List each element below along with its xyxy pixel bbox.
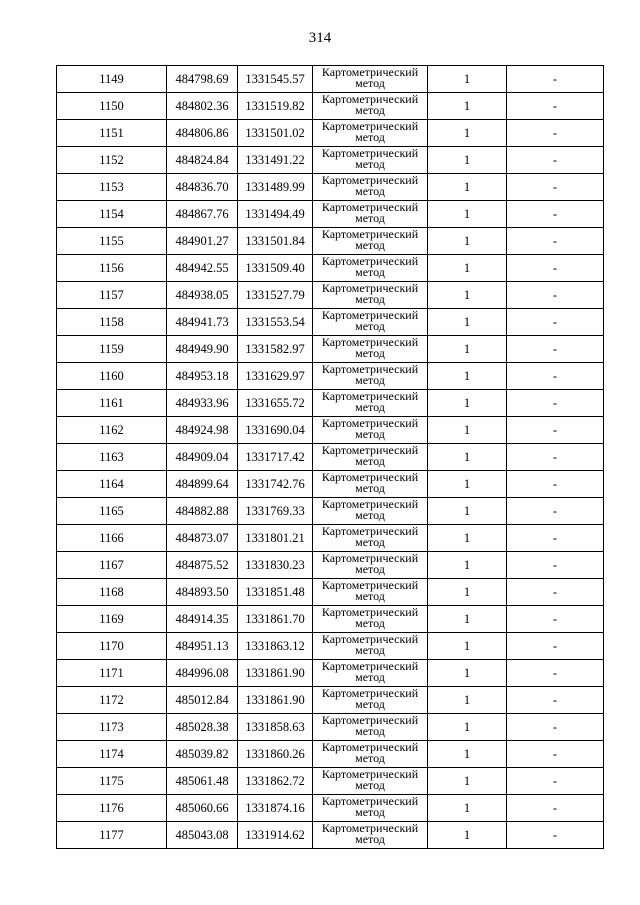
empty-value-cell: - [507,741,604,768]
point-number-cell: 1153 [57,174,167,201]
method-cell [313,606,428,633]
method-label: Картометрический метод [321,282,419,306]
method-cell [313,228,428,255]
quantity-cell: 1 [428,660,507,687]
quantity-cell: 1 [428,255,507,282]
point-number-cell: 1171 [57,660,167,687]
quantity-cell: 1 [428,444,507,471]
method-cell [313,579,428,606]
method-cell [313,471,428,498]
empty-value-cell: - [507,93,604,120]
table-row [57,309,604,336]
quantity-cell: 1 [428,174,507,201]
method-cell [313,66,428,93]
point-number-cell: 1167 [57,552,167,579]
method-label: Картометрический метод [321,768,419,792]
empty-value-cell: - [507,633,604,660]
point-number-cell: 1176 [57,795,167,822]
point-number-cell: 1170 [57,633,167,660]
quantity-cell: 1 [428,417,507,444]
point-number-cell: 1164 [57,471,167,498]
table-row [57,444,604,471]
method-cell [313,498,428,525]
point-number-cell: 1168 [57,579,167,606]
x-coordinate-cell: 484798.69 [167,66,238,93]
table-row [57,498,604,525]
empty-value-cell: - [507,66,604,93]
method-label: Картометрический метод [321,822,419,846]
table-row [57,201,604,228]
point-number-cell: 1158 [57,309,167,336]
y-coordinate-cell: 1331769.33 [238,498,313,525]
y-coordinate-cell: 1331489.99 [238,174,313,201]
quantity-cell: 1 [428,66,507,93]
method-label: Картометрический метод [321,795,419,819]
point-number-cell: 1155 [57,228,167,255]
point-number-cell: 1160 [57,363,167,390]
table-row [57,660,604,687]
table-row [57,795,604,822]
y-coordinate-cell: 1331519.82 [238,93,313,120]
quantity-cell: 1 [428,579,507,606]
method-cell [313,417,428,444]
quantity-cell: 1 [428,282,507,309]
method-label: Картометрический метод [321,390,419,414]
y-coordinate-cell: 1331582.97 [238,336,313,363]
y-coordinate-cell: 1331862.72 [238,768,313,795]
y-coordinate-cell: 1331851.48 [238,579,313,606]
quantity-cell: 1 [428,525,507,552]
table-row [57,687,604,714]
quantity-cell: 1 [428,795,507,822]
method-label: Картометрический метод [321,606,419,630]
x-coordinate-cell: 484938.05 [167,282,238,309]
y-coordinate-cell: 1331861.90 [238,660,313,687]
y-coordinate-cell: 1331861.70 [238,606,313,633]
point-number-cell: 1152 [57,147,167,174]
table-row [57,66,604,93]
page-number: 314 [308,30,332,46]
empty-value-cell: - [507,444,604,471]
quantity-cell: 1 [428,309,507,336]
point-number-cell: 1174 [57,741,167,768]
point-number-cell: 1163 [57,444,167,471]
x-coordinate-cell: 484941.73 [167,309,238,336]
method-cell [313,93,428,120]
point-number-cell: 1169 [57,606,167,633]
x-coordinate-cell: 484836.70 [167,174,238,201]
x-coordinate-cell: 484949.90 [167,336,238,363]
quantity-cell: 1 [428,93,507,120]
method-cell [313,552,428,579]
point-number-cell: 1150 [57,93,167,120]
x-coordinate-cell: 484924.98 [167,417,238,444]
point-number-cell: 1173 [57,714,167,741]
quantity-cell: 1 [428,471,507,498]
empty-value-cell: - [507,822,604,849]
empty-value-cell: - [507,417,604,444]
empty-value-cell: - [507,336,604,363]
quantity-cell: 1 [428,201,507,228]
quantity-cell: 1 [428,228,507,255]
method-cell [313,147,428,174]
point-number-cell: 1165 [57,498,167,525]
table-row [57,552,604,579]
empty-value-cell: - [507,201,604,228]
x-coordinate-cell: 484942.55 [167,255,238,282]
point-number-cell: 1172 [57,687,167,714]
x-coordinate-cell: 485012.84 [167,687,238,714]
method-label: Картометрический метод [321,633,419,657]
method-cell [313,336,428,363]
table-row [57,741,604,768]
y-coordinate-cell: 1331690.04 [238,417,313,444]
table-row [57,417,604,444]
table-body [57,66,604,849]
x-coordinate-cell: 484901.27 [167,228,238,255]
empty-value-cell: - [507,120,604,147]
method-label: Картометрический метод [321,336,419,360]
x-coordinate-cell: 485028.38 [167,714,238,741]
y-coordinate-cell: 1331501.02 [238,120,313,147]
table-row [57,768,604,795]
y-coordinate-cell: 1331801.21 [238,525,313,552]
point-number-cell: 1157 [57,282,167,309]
empty-value-cell: - [507,525,604,552]
table-row [57,120,604,147]
point-number-cell: 1151 [57,120,167,147]
empty-value-cell: - [507,714,604,741]
point-number-cell: 1166 [57,525,167,552]
empty-value-cell: - [507,498,604,525]
y-coordinate-cell: 1331874.16 [238,795,313,822]
quantity-cell: 1 [428,606,507,633]
method-cell [313,795,428,822]
table-row [57,255,604,282]
y-coordinate-cell: 1331501.84 [238,228,313,255]
method-label: Картометрический метод [321,417,419,441]
x-coordinate-cell: 484933.96 [167,390,238,417]
method-label: Картометрический метод [321,579,419,603]
method-label: Картометрический метод [321,471,419,495]
method-label: Картометрический метод [321,714,419,738]
empty-value-cell: - [507,768,604,795]
empty-value-cell: - [507,552,604,579]
y-coordinate-cell: 1331863.12 [238,633,313,660]
table-row [57,633,604,660]
method-cell [313,120,428,147]
x-coordinate-cell: 484875.52 [167,552,238,579]
empty-value-cell: - [507,606,604,633]
quantity-cell: 1 [428,390,507,417]
method-label: Картометрический метод [321,498,419,522]
point-number-cell: 1159 [57,336,167,363]
method-cell [313,714,428,741]
method-label: Картометрический метод [321,741,419,765]
quantity-cell: 1 [428,741,507,768]
table-row [57,336,604,363]
table-row [57,93,604,120]
method-label: Картометрический метод [321,93,419,117]
method-cell [313,363,428,390]
method-label: Картометрический метод [321,66,419,90]
x-coordinate-cell: 484867.76 [167,201,238,228]
method-label: Картометрический метод [321,552,419,576]
point-number-cell: 1162 [57,417,167,444]
y-coordinate-cell: 1331494.49 [238,201,313,228]
table-row [57,579,604,606]
method-cell [313,822,428,849]
method-cell [313,255,428,282]
method-label: Картометрический метод [321,201,419,225]
x-coordinate-cell: 484893.50 [167,579,238,606]
point-number-cell: 1161 [57,390,167,417]
method-label: Картометрический метод [321,120,419,144]
method-cell [313,174,428,201]
x-coordinate-cell: 484873.07 [167,525,238,552]
table-row [57,282,604,309]
x-coordinate-cell: 485043.08 [167,822,238,849]
empty-value-cell: - [507,687,604,714]
quantity-cell: 1 [428,687,507,714]
method-label: Картометрический метод [321,687,419,711]
y-coordinate-cell: 1331527.79 [238,282,313,309]
method-cell [313,282,428,309]
quantity-cell: 1 [428,822,507,849]
method-cell [313,768,428,795]
method-cell [313,390,428,417]
empty-value-cell: - [507,390,604,417]
method-label: Картометрический метод [321,660,419,684]
x-coordinate-cell: 484882.88 [167,498,238,525]
point-number-cell: 1149 [57,66,167,93]
empty-value-cell: - [507,255,604,282]
table-row [57,606,604,633]
y-coordinate-cell: 1331655.72 [238,390,313,417]
empty-value-cell: - [507,660,604,687]
table-row [57,228,604,255]
method-label: Картометрический метод [321,255,419,279]
method-cell [313,201,428,228]
table-row [57,147,604,174]
table-row [57,714,604,741]
quantity-cell: 1 [428,498,507,525]
table-row [57,822,604,849]
quantity-cell: 1 [428,714,507,741]
table-row [57,471,604,498]
empty-value-cell: - [507,363,604,390]
x-coordinate-cell: 485061.48 [167,768,238,795]
y-coordinate-cell: 1331860.26 [238,741,313,768]
table-row [57,174,604,201]
method-label: Картометрический метод [321,525,419,549]
method-label: Картометрический метод [321,174,419,198]
point-number-cell: 1177 [57,822,167,849]
y-coordinate-cell: 1331742.76 [238,471,313,498]
y-coordinate-cell: 1331553.54 [238,309,313,336]
method-cell [313,687,428,714]
x-coordinate-cell: 484899.64 [167,471,238,498]
y-coordinate-cell: 1331509.40 [238,255,313,282]
empty-value-cell: - [507,147,604,174]
table-row [57,390,604,417]
quantity-cell: 1 [428,633,507,660]
empty-value-cell: - [507,228,604,255]
method-label: Картометрический метод [321,363,419,387]
method-label: Картометрический метод [321,309,419,333]
y-coordinate-cell: 1331545.57 [238,66,313,93]
empty-value-cell: - [507,795,604,822]
point-number-cell: 1156 [57,255,167,282]
method-label: Картометрический метод [321,228,419,252]
quantity-cell: 1 [428,147,507,174]
method-cell [313,444,428,471]
point-number-cell: 1154 [57,201,167,228]
method-cell [313,741,428,768]
y-coordinate-cell: 1331861.90 [238,687,313,714]
method-cell [313,309,428,336]
method-cell [313,525,428,552]
x-coordinate-cell: 485060.66 [167,795,238,822]
method-cell [313,660,428,687]
empty-value-cell: - [507,579,604,606]
empty-value-cell: - [507,282,604,309]
y-coordinate-cell: 1331491.22 [238,147,313,174]
y-coordinate-cell: 1331717.42 [238,444,313,471]
y-coordinate-cell: 1331858.63 [238,714,313,741]
empty-value-cell: - [507,471,604,498]
x-coordinate-cell: 484824.84 [167,147,238,174]
y-coordinate-cell: 1331830.23 [238,552,313,579]
x-coordinate-cell: 484914.35 [167,606,238,633]
empty-value-cell: - [507,309,604,336]
x-coordinate-cell: 484806.86 [167,120,238,147]
method-label: Картометрический метод [321,444,419,468]
y-coordinate-cell: 1331914.62 [238,822,313,849]
quantity-cell: 1 [428,336,507,363]
quantity-cell: 1 [428,768,507,795]
coordinates-table [56,65,604,849]
x-coordinate-cell: 484996.08 [167,660,238,687]
quantity-cell: 1 [428,363,507,390]
method-cell [313,633,428,660]
table-row [57,363,604,390]
x-coordinate-cell: 484909.04 [167,444,238,471]
x-coordinate-cell: 485039.82 [167,741,238,768]
quantity-cell: 1 [428,120,507,147]
x-coordinate-cell: 484953.18 [167,363,238,390]
table-row [57,525,604,552]
method-label: Картометрический метод [321,147,419,171]
x-coordinate-cell: 484802.36 [167,93,238,120]
point-number-cell: 1175 [57,768,167,795]
quantity-cell: 1 [428,552,507,579]
x-coordinate-cell: 484951.13 [167,633,238,660]
y-coordinate-cell: 1331629.97 [238,363,313,390]
empty-value-cell: - [507,174,604,201]
